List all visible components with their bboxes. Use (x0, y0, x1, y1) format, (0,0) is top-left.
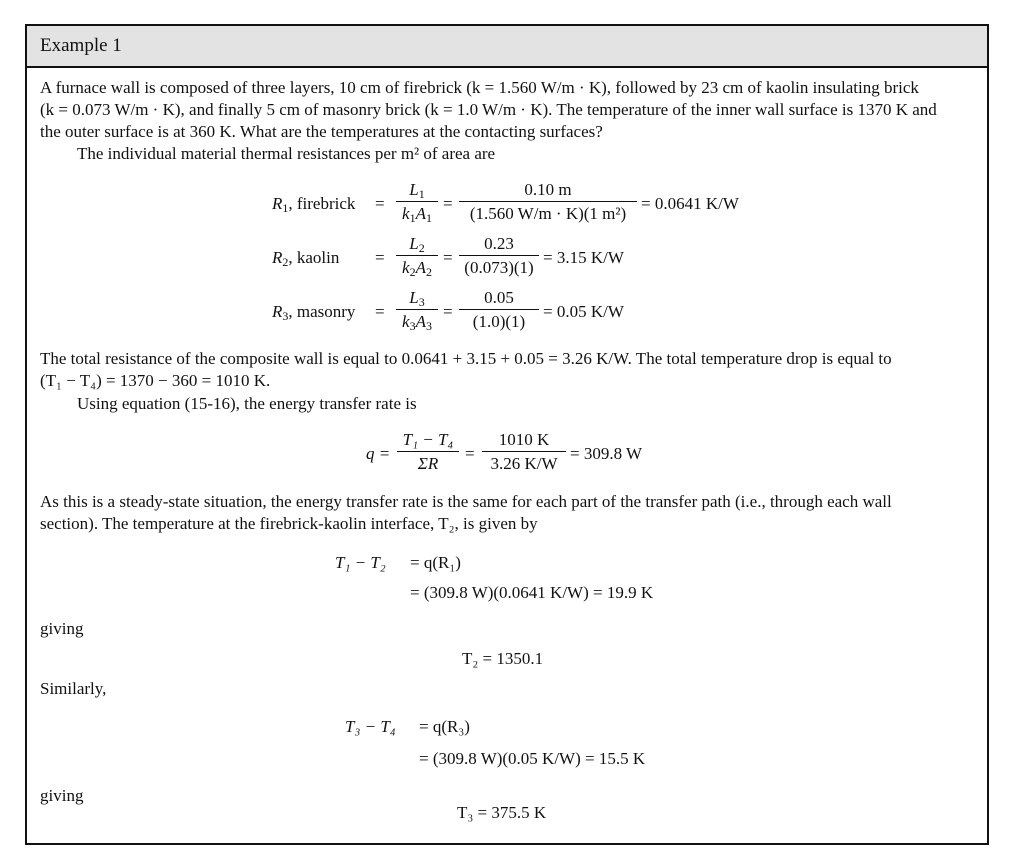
example-title: Example 1 (40, 35, 122, 56)
resistance-label-3: $R_3$, masonry (272, 302, 356, 323)
resistance-lka-fraction-3: $\frac{L_3}{k_3A_3}$ (396, 288, 438, 332)
para1-line1: A furnace wall is composed of three layers, 10 cm of firebrick (k = 1.560 W/m · K), followed by 23 cm of kaolin insulating brick (40, 78, 919, 97)
resistance-equals2-3: = (443, 302, 453, 321)
q-frac2-denominator: 3.26 K/W (482, 451, 566, 474)
resistance-label-2: $R_2$, kaolin (272, 248, 340, 269)
t3-eq-rhs1: = q(R₃) (419, 717, 470, 736)
q-lhs: q = (366, 444, 391, 463)
giving-1: giving (40, 619, 84, 638)
para1-line2: (k = 0.073 W/m · K), and finally 5 cm of masonry brick (k = 1.0 W/m · K). The temperature of the inner wall surface is 1370 K and (40, 100, 937, 119)
q-fraction-1 (397, 430, 459, 474)
resistance-numerator-3: 0.05 (484, 288, 514, 307)
resistance-result-1: = 0.0641 K/W (641, 194, 739, 213)
resistance-numerator-2: 0.23 (484, 234, 514, 253)
resistance-result-2: = 3.15 K/W (543, 248, 624, 267)
t2-eq-lhs: T₁ − T₂ (335, 553, 386, 572)
t3-eq-rhs2: = (309.8 W)(0.05 K/W) = 15.5 K (419, 749, 646, 768)
resistance-equals-3: = (375, 302, 385, 321)
para2-line3: Using equation (15-16), the energy transfer rate is (77, 394, 417, 413)
q-frac1-numerator: T₁ − T₄ (402, 430, 454, 449)
q-result: = 309.8 W (570, 444, 643, 463)
para2-line2: (T₁ − T₄) = 1370 − 360 = 1010 K. (40, 371, 271, 390)
resistance-denominator-3: (1.0)(1) (459, 309, 539, 332)
resistance-denominator-2: (0.073)(1) (459, 255, 539, 278)
example-header (27, 26, 987, 68)
resistance-equals-1: = (375, 194, 385, 213)
resistance-numerator-1: 0.10 m (524, 180, 572, 199)
similarly: Similarly, (40, 679, 107, 698)
resistance-value-fraction-1 (459, 180, 637, 224)
para3-line1: As this is a steady-state situation, the energy transfer rate is the same for each part of the transfer path (i.e., through each wall (40, 492, 892, 511)
resistance-result-3: = 0.05 K/W (543, 302, 624, 321)
para2-line1: The total resistance of the composite wall is equal to 0.0641 + 3.15 + 0.05 = 3.26 K/W. The total temperature drop is equal to (40, 349, 892, 368)
resistance-equals2-1: = (443, 194, 453, 213)
resistance-equals-2: = (375, 248, 385, 267)
q-fraction-2 (482, 430, 566, 474)
resistance-equals2-2: = (443, 248, 453, 267)
t2-eq-rhs1: = q(R₁) (410, 553, 461, 572)
q-equals: = (465, 444, 475, 463)
resistance-value-fraction-2 (459, 234, 539, 278)
t3-eq-lhs: T₃ − T₄ (345, 717, 396, 736)
giving-2: giving (40, 786, 84, 805)
para1-line4: The individual material thermal resistances per m² of area are (77, 144, 496, 163)
resistance-value-fraction-3 (459, 288, 539, 332)
t2-eq-rhs2: = (309.8 W)(0.0641 K/W) = 19.9 K (410, 583, 654, 602)
t2-result: T₂ = 1350.1 (462, 649, 544, 668)
para3-line2: section). The temperature at the firebrick-kaolin interface, T₂, is given by (40, 514, 538, 533)
q-frac2-numerator: 1010 K (498, 430, 550, 449)
t3-result: T₃ = 375.5 K (457, 803, 547, 822)
para1-line3: the outer surface is at 360 K. What are the temperatures at the contacting surfaces? (40, 122, 603, 141)
q-frac1-denominator: ΣR (397, 451, 459, 474)
resistance-denominator-1: (1.560 W/m · K)(1 m²) (459, 201, 637, 224)
resistance-lka-fraction-1: $\frac{L_1}{k_1A_1}$ (396, 180, 438, 224)
resistance-lka-fraction-2: $\frac{L_2}{k_2A_2}$ (396, 234, 438, 278)
resistance-label-1: $R_1$, firebrick (272, 194, 356, 215)
